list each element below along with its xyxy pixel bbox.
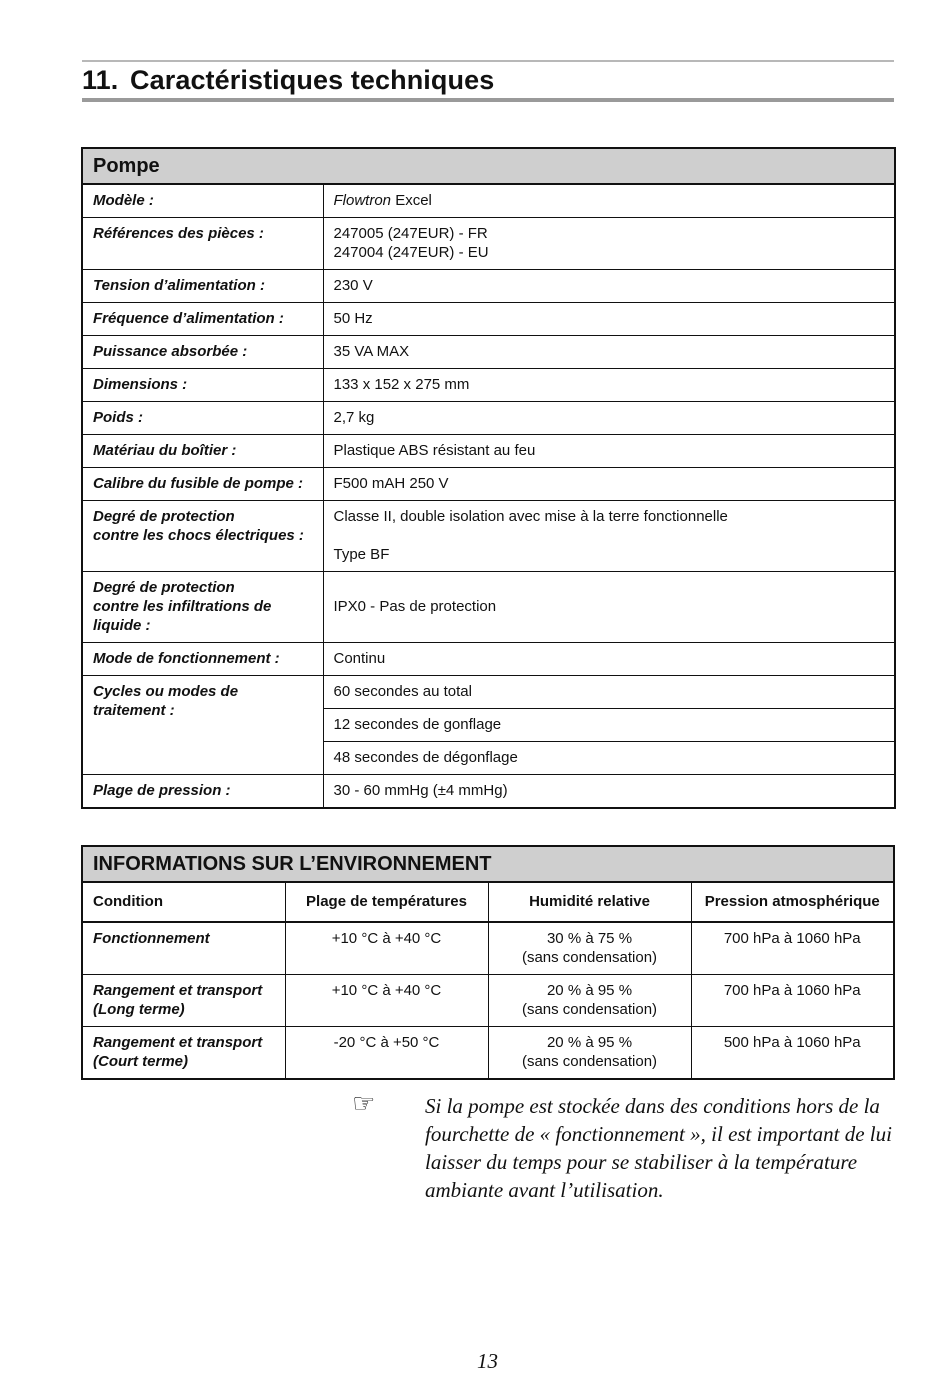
section-number: 11. xyxy=(82,65,119,95)
temperature-cell: -20 °C à +50 °C xyxy=(285,1027,488,1080)
condition-name: Fonctionnement xyxy=(93,930,210,947)
table-row xyxy=(82,270,895,303)
spec-value: Plastique ABS résistant au feu xyxy=(323,435,895,468)
spec-label xyxy=(82,572,323,643)
section-title: Caractéristiques techniques xyxy=(130,65,495,95)
column-header-row xyxy=(82,882,894,922)
spec-label: Mode de fonctionnement : xyxy=(82,643,323,676)
table-row xyxy=(82,501,895,572)
humidity-cell xyxy=(488,1027,691,1080)
table-row xyxy=(82,435,895,468)
environment-table-header: INFORMATIONS SUR L’ENVIRONNEMENT xyxy=(82,846,894,882)
spec-value: 230 V xyxy=(323,270,895,303)
condition-cell xyxy=(82,922,285,975)
humidity-range: 30 % à 75 % xyxy=(546,930,633,947)
table-row xyxy=(82,402,895,435)
humidity-range: 20 % à 95 % xyxy=(546,982,633,999)
table-row xyxy=(82,643,895,676)
spec-value: Continu xyxy=(323,643,895,676)
column-header: Pression atmosphérique xyxy=(691,882,894,922)
section-heading xyxy=(82,62,494,98)
pressure-cell: 700 hPa à 1060 hPa xyxy=(691,922,894,975)
pressure-cell: 700 hPa à 1060 hPa xyxy=(691,975,894,1027)
label-line: liquide : xyxy=(93,617,151,634)
model-brand: Flowtron xyxy=(333,192,392,209)
humidity-note: (sans condensation) xyxy=(521,949,658,966)
column-header: Humidité relative xyxy=(488,882,691,922)
label-line: Cycles ou modes de xyxy=(93,683,239,700)
table-row xyxy=(82,572,895,643)
spec-label: Dimensions : xyxy=(82,369,323,402)
spec-value: 30 - 60 mmHg (±4 mmHg) xyxy=(323,775,895,809)
page-number: 13 xyxy=(477,1349,498,1373)
table-row xyxy=(82,303,895,336)
label-line: contre les infiltrations de xyxy=(93,598,272,615)
spec-value: 133 x 152 x 275 mm xyxy=(323,369,895,402)
environment-table xyxy=(81,845,895,1080)
part-ref-eu: 247004 (247EUR) - EU xyxy=(333,244,489,261)
spec-label: Fréquence d’alimentation : xyxy=(82,303,323,336)
table-row xyxy=(82,218,895,270)
spec-value: 2,7 kg xyxy=(323,402,895,435)
heading-bottom-rule xyxy=(82,98,894,102)
spec-value: 50 Hz xyxy=(323,303,895,336)
table-row xyxy=(82,775,895,809)
spec-label: Poids : xyxy=(82,402,323,435)
applied-part-type: Type BF xyxy=(333,546,390,563)
spec-value xyxy=(323,184,895,218)
humidity-cell xyxy=(488,922,691,975)
column-header: Plage de températures xyxy=(285,882,488,922)
spec-label: Puissance absorbée : xyxy=(82,336,323,369)
table-row xyxy=(82,184,895,218)
column-header: Condition xyxy=(82,882,285,922)
spec-value: 48 secondes de dégonflage xyxy=(323,742,895,775)
humidity-cell xyxy=(488,975,691,1027)
spec-value: 35 VA MAX xyxy=(323,336,895,369)
spec-label: Tension d’alimentation : xyxy=(82,270,323,303)
part-ref-fr: 247005 (247EUR) - FR xyxy=(333,225,488,242)
table-row xyxy=(82,922,894,975)
table-row xyxy=(82,975,894,1027)
condition-term: (Long terme) xyxy=(93,1001,185,1018)
label-line: Degré de protection xyxy=(93,579,235,596)
pump-spec-table xyxy=(81,147,896,809)
storage-note: Si la pompe est stockée dans des conditions hors de la fourchette de « fonctionnement », il est important de lui laisser du temps pour se stabiliser à la température ambiante avant l’utilisation. xyxy=(425,1094,892,1202)
condition-name: Rangement et transport xyxy=(93,982,263,999)
label-line: contre les chocs électriques : xyxy=(93,527,304,544)
table-row xyxy=(82,1027,894,1080)
table-row xyxy=(82,336,895,369)
spec-label: Matériau du boîtier : xyxy=(82,435,323,468)
spec-label: Modèle : xyxy=(82,184,323,218)
model-name: Excel xyxy=(391,192,432,209)
spec-value: IPX0 - Pas de protection xyxy=(323,572,895,643)
spec-value xyxy=(323,218,895,270)
temperature-cell: +10 °C à +40 °C xyxy=(285,922,488,975)
humidity-note: (sans condensation) xyxy=(521,1053,658,1070)
pump-table-header: Pompe xyxy=(82,148,895,184)
label-line: Degré de protection xyxy=(93,508,235,525)
temperature-cell: +10 °C à +40 °C xyxy=(285,975,488,1027)
spec-value: F500 mAH 250 V xyxy=(323,468,895,501)
spec-label: Plage de pression : xyxy=(82,775,323,809)
table-row xyxy=(82,676,895,709)
condition-name: Rangement et transport xyxy=(93,1034,263,1051)
humidity-note: (sans condensation) xyxy=(521,1001,658,1018)
spec-value: 60 secondes au total xyxy=(323,676,895,709)
humidity-range: 20 % à 95 % xyxy=(546,1034,633,1051)
spec-value xyxy=(323,501,895,572)
pressure-cell: 500 hPa à 1060 hPa xyxy=(691,1027,894,1080)
spec-label xyxy=(82,676,323,775)
spec-value: 12 secondes de gonflage xyxy=(323,709,895,742)
protection-class: Classe II, double isolation avec mise à la terre fonctionnelle xyxy=(333,508,728,525)
label-line: traitement : xyxy=(93,702,175,719)
spec-label xyxy=(82,501,323,572)
spec-label: Calibre du fusible de pompe : xyxy=(82,468,323,501)
condition-term: (Court terme) xyxy=(93,1053,189,1070)
spec-label: Références des pièces : xyxy=(82,218,323,270)
table-row xyxy=(82,369,895,402)
condition-cell xyxy=(82,975,285,1027)
condition-cell xyxy=(82,1027,285,1080)
table-row xyxy=(82,468,895,501)
pointing-hand-icon: ☞ xyxy=(352,1089,376,1119)
